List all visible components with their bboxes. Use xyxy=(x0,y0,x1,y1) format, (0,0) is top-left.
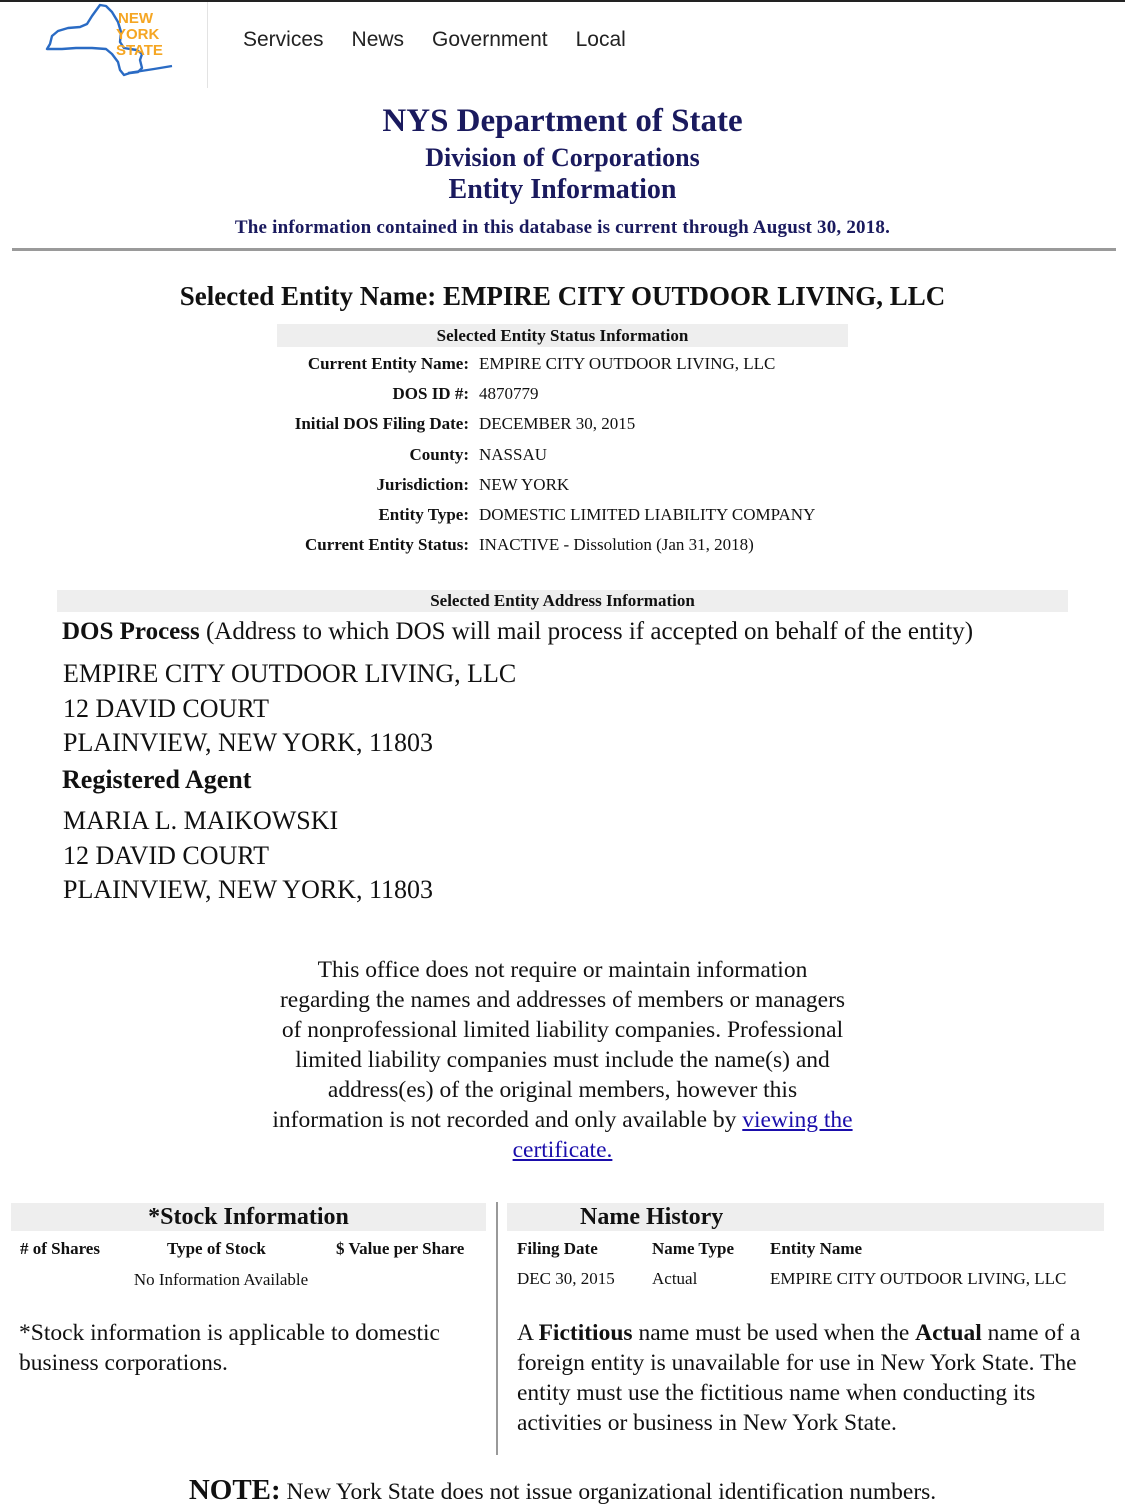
status-row xyxy=(277,409,877,439)
header-divider xyxy=(207,2,208,88)
ny-state-map-icon xyxy=(44,2,180,80)
status-row xyxy=(277,470,877,500)
status-label: County: xyxy=(409,444,469,464)
registered-agent-heading: Registered Agent xyxy=(62,765,252,794)
actual-bold: Actual xyxy=(915,1320,982,1346)
status-value: DOMESTIC LIMITED LIABILITY COMPANY xyxy=(479,504,816,524)
status-value: NASSAU xyxy=(479,444,548,464)
fictitious-name-note xyxy=(517,1318,1112,1438)
registered-agent-address xyxy=(63,804,433,908)
stock-empty-message: No Information Available xyxy=(133,1270,309,1289)
address-line: EMPIRE CITY OUTDOOR LIVING, LLC xyxy=(63,659,517,688)
col-name-type: Name Type xyxy=(652,1239,735,1258)
view-certificate-link[interactable]: viewing the certificate. xyxy=(512,1107,853,1163)
column-divider xyxy=(496,1202,498,1455)
stock-col-value: $ Value per Share xyxy=(336,1239,465,1258)
selected-entity-label: Selected Entity Name: xyxy=(179,281,437,311)
status-label: Entity Type: xyxy=(378,504,469,524)
dos-process-desc: (Address to which DOS will mail process if accepted on behalf of the entity) xyxy=(205,618,974,645)
llc-members-info xyxy=(270,955,855,1165)
name-history-title: Name History xyxy=(580,1204,724,1230)
address-line: PLAINVIEW, NEW YORK, 11803 xyxy=(63,728,433,757)
nav-news[interactable]: News xyxy=(351,28,405,51)
main-nav xyxy=(243,28,626,52)
nav-local[interactable]: Local xyxy=(575,28,626,51)
fict-text: A xyxy=(517,1320,533,1346)
database-currency-note: The information contained in this database is current through August 30, 2018. xyxy=(234,217,891,238)
status-section-header: Selected Entity Status Information xyxy=(277,324,848,347)
status-value: NEW YORK xyxy=(479,474,570,494)
nys-logo[interactable] xyxy=(44,2,180,80)
dos-process-heading xyxy=(62,618,973,646)
footer-note xyxy=(0,1474,1125,1507)
dos-process-label: DOS Process xyxy=(62,618,200,645)
nav-services[interactable]: Services xyxy=(243,28,324,51)
logo-text-new: NEW xyxy=(118,10,153,27)
col-filing-date: Filing Date xyxy=(517,1239,598,1258)
division-title: Division of Corporations xyxy=(425,143,700,172)
stock-section-header: *Stock Information xyxy=(11,1203,486,1231)
status-value: DECEMBER 30, 2015 xyxy=(479,414,636,434)
fict-text: name must be used when the xyxy=(638,1320,910,1346)
stock-col-shares: # of Shares xyxy=(20,1239,100,1258)
status-label: Current Entity Name: xyxy=(307,354,469,373)
status-label: DOS ID #: xyxy=(392,384,469,404)
status-row xyxy=(277,349,877,379)
history-filing-date: DEC 30, 2015 xyxy=(517,1269,615,1288)
status-label: Initial DOS Filing Date: xyxy=(294,414,469,434)
header-rule xyxy=(12,248,1116,251)
address-line: MARIA L. MAIKOWSKI xyxy=(63,806,339,835)
stock-footnote: *Stock information is applicable to domestic business corporations. xyxy=(19,1320,440,1376)
status-value: INACTIVE - Dissolution (Jan 31, 2018) xyxy=(479,535,754,555)
fict-bold: Fictitious xyxy=(538,1320,633,1346)
status-value: EMPIRE CITY OUTDOOR LIVING, LLC xyxy=(479,354,776,373)
nav-government[interactable]: Government xyxy=(432,28,548,51)
entity-info-title: Entity Information xyxy=(448,174,677,205)
llc-members-text: This office does not require or maintain information regarding the names and addresses of members or managers of nonprofessional limited liability companies. Professional limited liability companies must include the name(s) and address(es) of the original members, however this information is not recorded and only available by xyxy=(272,957,846,1133)
status-row xyxy=(277,440,877,470)
logo-text-york: YORK xyxy=(116,26,160,43)
address-line: 12 DAVID COURT xyxy=(63,693,269,723)
selected-entity-heading xyxy=(0,281,1125,312)
note-text: New York State does not issue organizational identification numbers. xyxy=(286,1479,937,1505)
dos-process-address xyxy=(63,657,516,761)
status-row xyxy=(277,530,877,560)
status-row xyxy=(277,379,877,409)
address-line: 12 DAVID COURT xyxy=(63,840,269,870)
status-row xyxy=(277,500,877,530)
history-name-type: Actual xyxy=(652,1269,698,1288)
page-title: NYS Department of State xyxy=(382,103,743,139)
note-label: NOTE: xyxy=(188,1474,281,1506)
logo-text-state: STATE xyxy=(116,42,163,59)
status-label: Current Entity Status: xyxy=(304,535,469,555)
history-entity-name: EMPIRE CITY OUTDOOR LIVING, LLC xyxy=(770,1269,1067,1288)
col-entity-name: Entity Name xyxy=(770,1239,863,1258)
status-table xyxy=(277,349,877,560)
name-history-header xyxy=(507,1203,1104,1231)
stock-col-type: Type of Stock xyxy=(167,1239,266,1258)
page-titles xyxy=(0,100,1125,242)
address-line: PLAINVIEW, NEW YORK, 11803 xyxy=(63,875,433,904)
fict-text: name of a foreign entity is unavailable for use in New York State. The entity must use the fictitious name when conducting its activities or business in New York State. xyxy=(517,1320,1081,1436)
status-label: Jurisdiction: xyxy=(376,474,469,494)
address-section-header: Selected Entity Address Information xyxy=(57,590,1068,612)
selected-entity-name: EMPIRE CITY OUTDOOR LIVING, LLC xyxy=(442,281,946,311)
status-value: 4870779 xyxy=(479,384,539,404)
